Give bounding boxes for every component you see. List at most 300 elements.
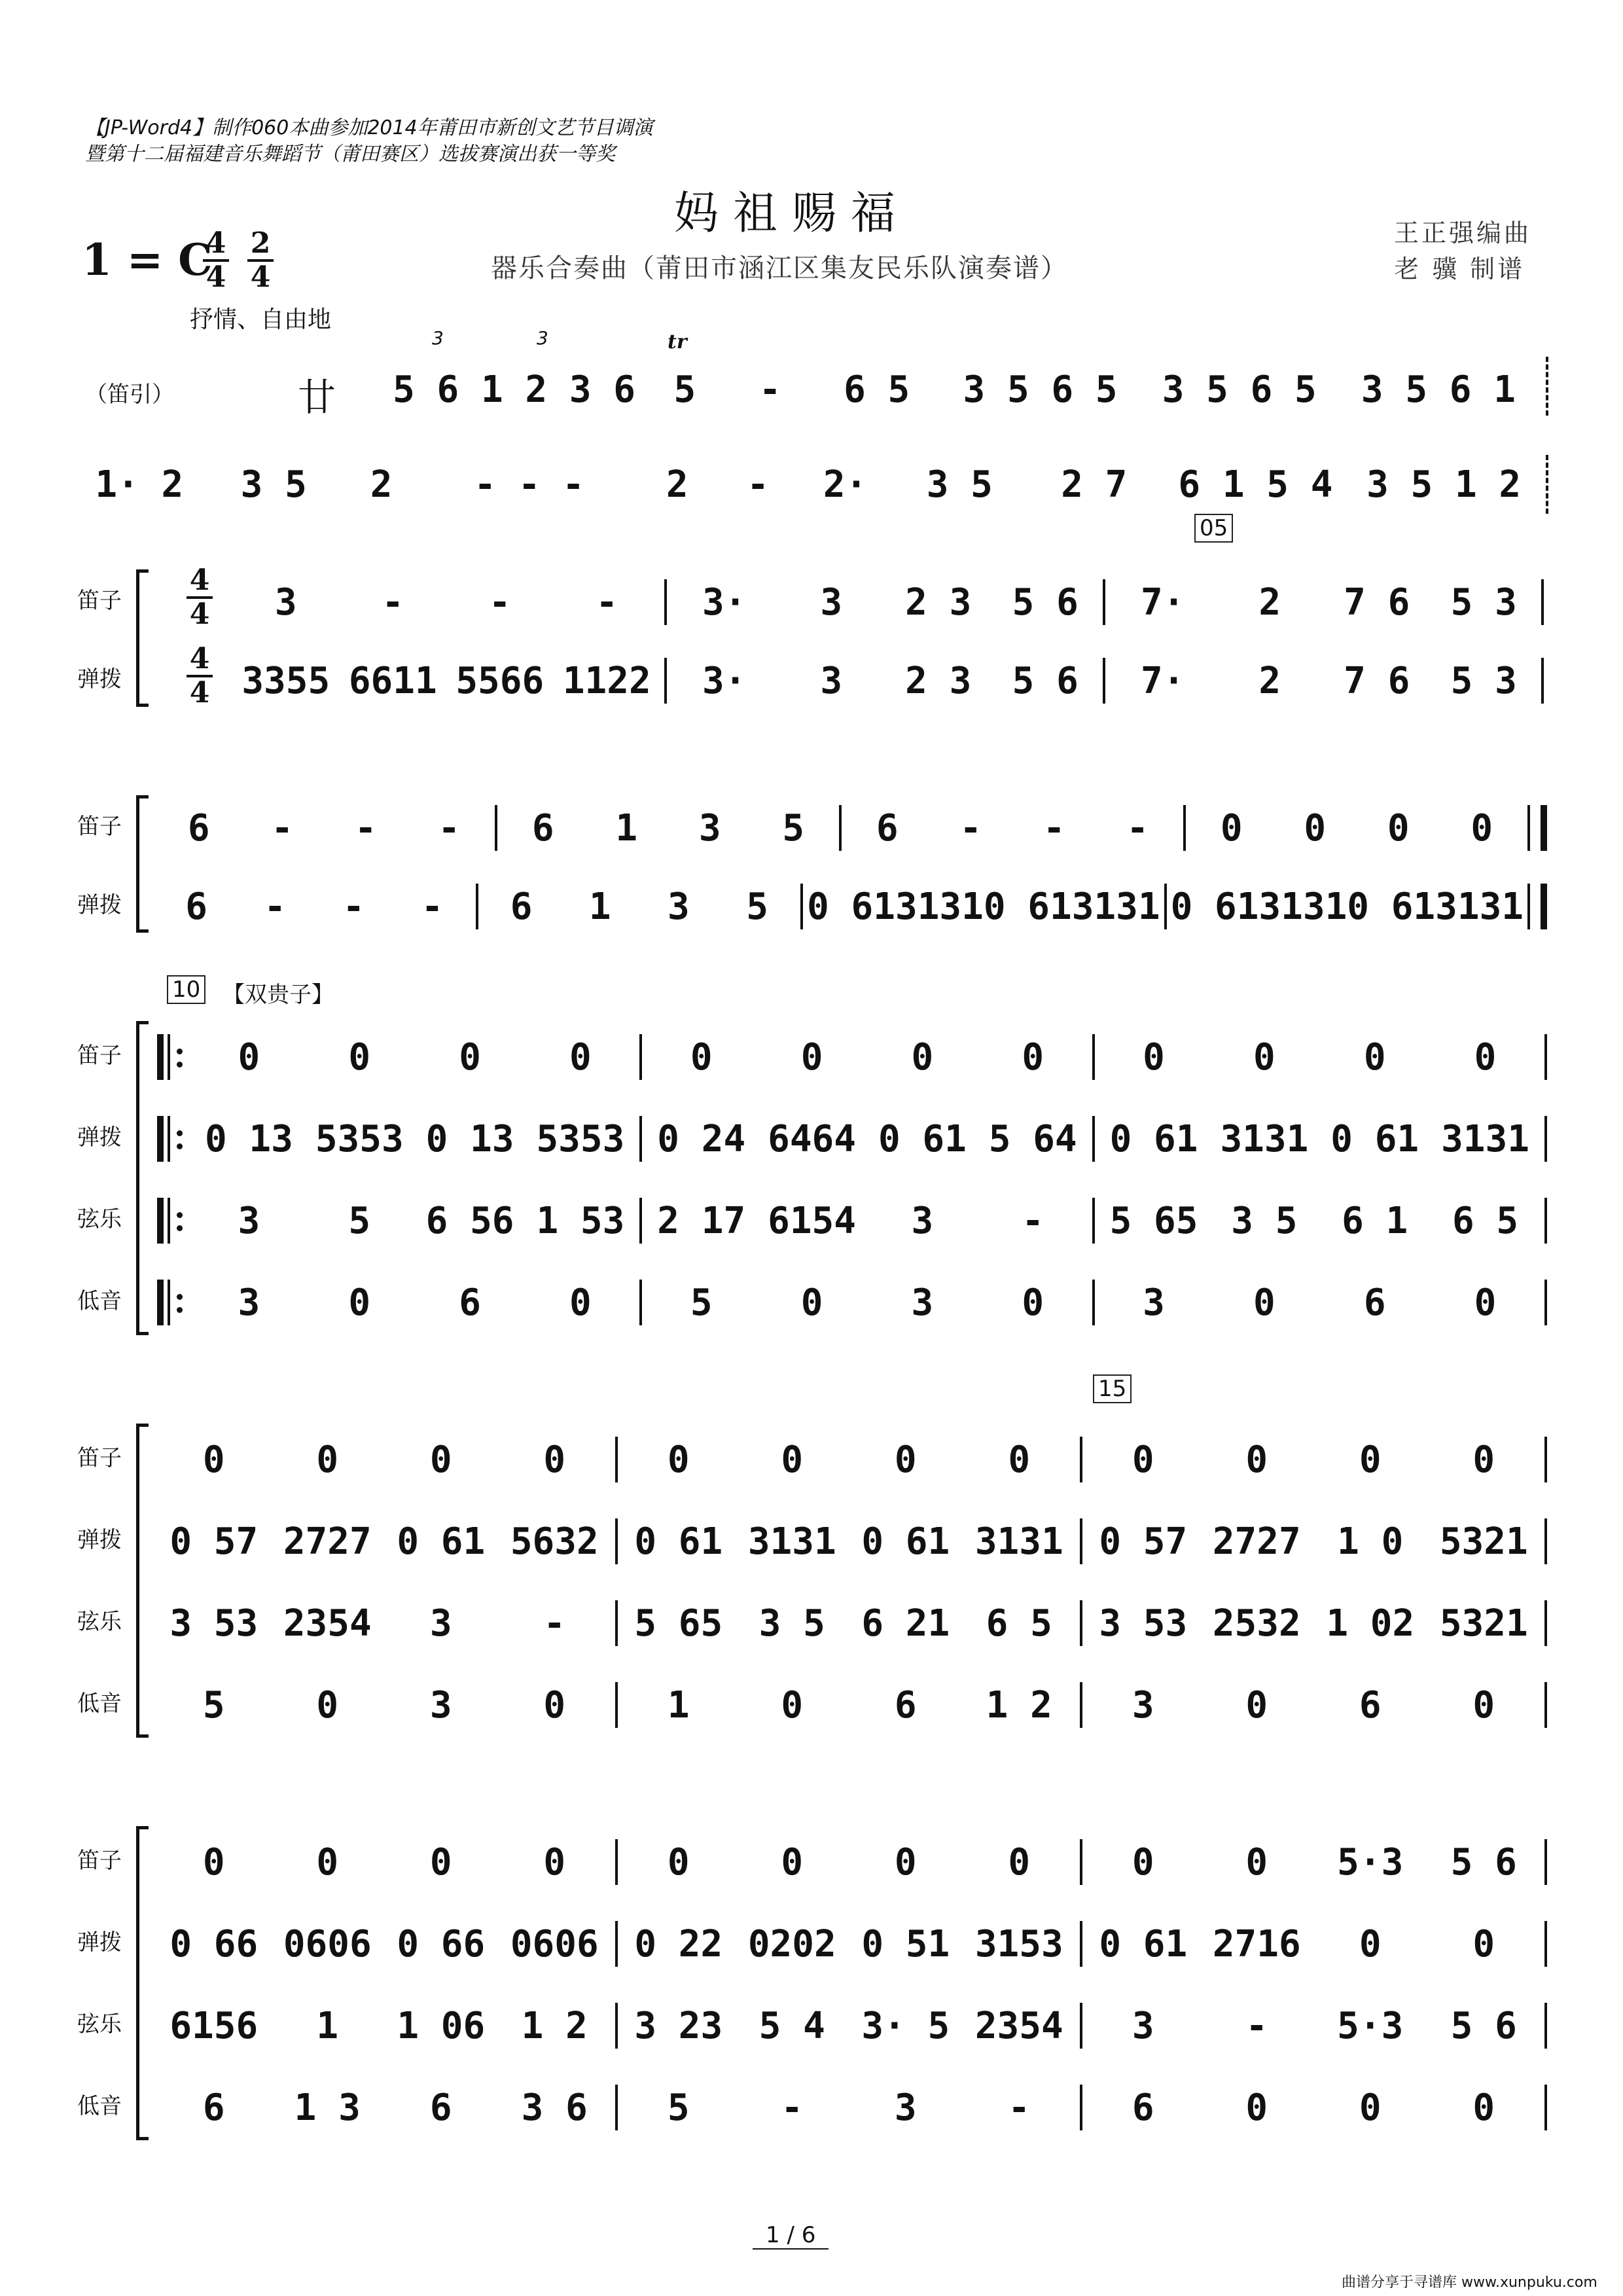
barline [839,805,842,851]
page-title: 妈祖赐福 [674,188,910,240]
barline [1103,579,1105,625]
staff-tanbo [157,1113,1551,1165]
note-group: 3 5 6 5 [963,368,1118,411]
note: 3 6 [521,2086,588,2129]
note: 0 [1245,1438,1268,1481]
barline [1080,1839,1082,1885]
note-group: - [747,463,769,506]
note: 0 [1472,1438,1495,1481]
system-bracket [136,1826,149,2140]
note: 5 [782,806,805,850]
note: 6 [187,806,210,850]
repeat-sign [157,1280,187,1325]
barline [1183,805,1186,851]
staff-dizi [157,1433,1551,1486]
note: 0 [543,1438,566,1481]
note: 6 [185,885,207,928]
note: 0 [690,1035,713,1079]
intro-line-2 [72,458,1538,511]
barline [1544,1034,1547,1080]
barline [1092,1034,1095,1080]
note: 0 [429,1840,452,1884]
note: 0 [1245,1840,1268,1884]
note: 0 22 [634,1922,723,1965]
note: - [438,806,461,850]
barline [1544,2003,1547,2049]
note: 7· [1141,581,1185,624]
note: - [264,885,287,928]
note: 5 4 [758,2004,825,2047]
measure-number: 05 [1194,514,1233,543]
note-group: 5 6 1 2 3 6 [393,368,635,411]
barline [615,1839,618,1885]
note: 2716 [1212,1922,1301,1965]
note: - [271,806,294,850]
note: 0 [667,1438,690,1481]
note: 3355 [241,659,330,702]
note-group: 5 [673,368,696,411]
note: - [1245,2004,1268,2047]
note: 6156 [169,2004,259,2047]
note: 5 [667,2086,690,2129]
instrument-label: 笛子 [77,1445,122,1471]
note: 3131 [747,1520,836,1563]
note: 0 61 [878,1117,967,1160]
barline [1544,1921,1547,1967]
note: 0 [781,1840,804,1884]
note: 0202 [747,1922,836,1965]
barline [495,805,497,851]
page-number: 1 / 6 [753,2222,829,2250]
note: - [1008,2086,1031,2129]
note-group: 6 1 5 4 [1178,463,1333,506]
note: - [421,885,444,928]
barline [1544,1839,1547,1885]
note: 3· [702,659,747,702]
note: 3131 [1220,1117,1309,1160]
note: 5 6 [1012,581,1079,624]
barline [1544,1518,1547,1564]
note: 5 6 [1012,659,1079,702]
instrument-label: 弦乐 [77,1609,122,1635]
note: 0 57 [169,1520,259,1563]
note: 7 6 [1344,581,1410,624]
note-group: 2· [823,463,868,506]
barline [1092,1280,1095,1325]
note: 5 3 [1450,581,1517,624]
transcriber: 老 骥 制谱 [1394,255,1525,283]
note: 5321 [1439,1602,1528,1645]
note: 7· [1141,659,1185,702]
instrument-label: 弹拨 [77,1124,122,1151]
barline [1164,884,1167,929]
system-bracket [136,795,149,933]
note: 0 [316,1683,339,1727]
note: - [354,806,377,850]
dashed-barline [1546,357,1548,416]
barline [1544,1280,1547,1325]
instrument-label: 弹拨 [77,1527,122,1553]
barline [639,1034,642,1080]
barline [1103,658,1105,704]
note: 2727 [1212,1520,1301,1563]
note: 0 [1359,1922,1382,1965]
note: - [382,581,404,624]
barline [615,1682,618,1728]
note: 6 [1132,2086,1154,2129]
barline [1080,1600,1082,1646]
note: 0 [1132,1840,1154,1884]
barline [1080,2003,1082,2049]
note: - [781,2086,804,2129]
note: - [342,885,365,928]
note: 5 [746,885,768,928]
note: 0 [316,1840,339,1884]
repeat-sign [157,1116,187,1162]
barline [664,579,667,625]
system-bracket [136,1021,149,1335]
instrument-label: 低音 [77,2093,122,2119]
instrument-label: 笛子 [77,814,122,840]
barline [1544,1198,1547,1244]
note: 0 [1472,1683,1495,1727]
note-group: - - - [474,463,584,506]
final-barline [1527,884,1547,929]
note: 3131 [1071,885,1160,928]
note: 0 [894,1438,917,1481]
note: 6 5 [986,1602,1052,1645]
note-group: 2 [666,463,688,506]
barline [1092,1198,1095,1244]
note: 0 [543,1683,566,1727]
note: 6 [531,806,554,850]
note: 7 6 [1344,659,1410,702]
time-sig-den: 4 [189,598,210,631]
note: 3153 [974,1922,1063,1965]
instrument-label: 低音 [77,1691,122,1717]
note: 0 61 [634,1520,723,1563]
section-title: 【双贵子】 [223,982,334,1008]
note: 3131 [895,885,984,928]
note: 6 56 [425,1199,514,1242]
note: 1 0 [1337,1520,1404,1563]
trill-mark: tr [668,331,687,353]
barline [615,2085,618,2130]
note-group: 3 5 [240,463,307,506]
barline [1544,1437,1547,1482]
note: - [959,806,982,850]
time-sig-1-num: 4 [205,226,226,260]
note: 5353 [536,1117,625,1160]
note: 3131 [1441,1117,1529,1160]
note-group: 1· 2 [95,463,184,506]
note: 3 [1143,1281,1165,1324]
note: 0 [800,1035,823,1079]
note: 6 [459,1281,481,1324]
barline [615,1921,618,1967]
note: 3 [238,1199,260,1242]
staff-diyin [157,2081,1551,2134]
barline [1080,2085,1082,2130]
staff-dizi [157,1031,1551,1083]
note: 5321 [1439,1520,1528,1563]
note: 3 [911,1199,934,1242]
note: 0 66 [397,1922,486,1965]
note: 2532 [1212,1602,1301,1645]
note: - [1022,1199,1044,1242]
note: 0 [1472,1922,1495,1965]
instrument-label: 笛子 [77,1848,122,1874]
note: 2354 [283,1602,372,1645]
note: 0 [667,1840,690,1884]
note: 0 [1022,1281,1044,1324]
note: 0 [459,1035,481,1079]
note: 0 61 [1347,885,1436,928]
note: 0606 [510,1922,599,1965]
note: 3 23 [634,2004,723,2047]
note: 0 [202,1438,225,1481]
note: 3131 [1435,885,1524,928]
triplet-mark: 3 [537,327,548,349]
watermark: 曲谱分享于寻谱库 www.xunpuku.com [1342,2274,1597,2291]
note: 5 64 [988,1117,1077,1160]
instrument-label: 弹拨 [77,892,122,918]
instrument-label: 弦乐 [77,1206,122,1232]
note: 3131 [1258,885,1347,928]
note: 0 [569,1035,592,1079]
staff-tanbo [157,1918,1551,1970]
note: 0 [348,1035,371,1079]
tempo-marking: 抒情、自由地 [190,306,332,333]
barline [1544,1600,1547,1646]
note: 6154 [768,1199,856,1242]
note: 6 [510,885,533,928]
note: 0 [1132,1438,1154,1481]
note: 2 3 [905,581,972,624]
note: 5 [348,1199,371,1242]
repeat-sign [157,1198,187,1244]
note: 0 61 [1330,1117,1419,1160]
note: 0 [781,1683,804,1727]
note: 5353 [315,1117,404,1160]
note: 0 [1387,806,1410,850]
note: 0 [1008,1840,1031,1884]
note: 1 02 [1326,1602,1415,1645]
note: 0 [1245,1683,1268,1727]
note: 3 [429,1683,452,1727]
note: 5 65 [1109,1199,1198,1242]
note: 0 [911,1035,934,1079]
time-signature-1 [203,226,229,294]
staff-xianyue [157,1597,1551,1649]
instrument-label: 低音 [77,1288,122,1314]
note: 6 21 [861,1602,950,1645]
note: 3 [894,2086,917,2129]
barline [1080,1921,1082,1967]
header-note-line1: 【JP-Word4】制作060本曲参加2014年莆田市新创文艺节目调演 [85,117,653,139]
note: 3 [1132,2004,1154,2047]
note-group: 6 5 [844,368,910,411]
note: 0 [800,1281,823,1324]
note: - [543,1602,566,1645]
note: 6 [876,806,899,850]
triplet-mark: 3 [432,327,444,349]
note: 0 [1471,806,1493,850]
staff-tanbo [157,1515,1551,1568]
note-group: 3 5 1 2 [1366,463,1522,506]
note: - [596,581,618,624]
note: 0 [316,1438,339,1481]
note: 6 [429,2086,452,2129]
note: 3131 [974,1520,1063,1563]
staff-tanbo [232,655,1548,707]
note: 3 [820,581,843,624]
note: 2 3 [905,659,972,702]
note: 0 61 [861,1520,950,1563]
composer: 王正强编曲 [1394,219,1532,247]
note: 0 61 [397,1520,486,1563]
note-group: 2 [370,463,393,506]
barline [1541,658,1544,704]
note: 1 53 [536,1199,625,1242]
staff-dizi [157,802,1551,854]
time-signature [187,642,213,709]
note: 0 [202,1840,225,1884]
note: 0 [1472,2086,1495,2129]
staff-diyin [157,1276,1551,1329]
barline [476,884,478,929]
note: 0 [894,1840,917,1884]
note: 1 [667,1683,690,1727]
note: 0 [1474,1281,1497,1324]
note: 6 [202,2086,225,2129]
note: 1 3 [294,2086,361,2129]
staff-dizi [232,576,1548,628]
note: 0 61 [1170,885,1259,928]
intro-label: （笛引） [85,382,174,408]
repeat-sign [157,1034,187,1080]
note: 2 17 [657,1199,746,1242]
note: 0 [1253,1035,1275,1079]
time-sig-num: 4 [189,564,210,597]
note: 0 61 [1109,1117,1198,1160]
note: 3 [238,1281,260,1324]
note: 0 13 [425,1117,514,1160]
note: 0 51 [861,1922,950,1965]
note: 0 [1220,806,1243,850]
note-group: 3 5 6 1 [1361,368,1516,411]
staff-xianyue [157,1194,1551,1247]
note: 0 61 [1099,1922,1188,1965]
time-sig-2-den: 4 [250,260,271,294]
note: 0 [1143,1035,1165,1079]
note: - [488,581,511,624]
note: 0 [1304,806,1327,850]
final-barline [1527,805,1547,851]
time-sig-den: 4 [189,676,210,709]
note: 0 57 [1099,1520,1188,1563]
note: 0 [569,1281,592,1324]
time-signature [187,566,213,629]
note: 1122 [562,659,651,702]
barline [1544,1116,1547,1162]
instrument-label: 弹拨 [77,666,122,692]
note: 0 [238,1035,260,1079]
note: 0 [1008,1438,1031,1481]
note: 5 6 [1450,2004,1517,2047]
note: 0 [1359,2086,1382,2129]
note: 6 [1359,1683,1382,1727]
note: 1 06 [397,2004,486,2047]
barline [1080,1518,1082,1564]
note: 5566 [455,659,544,702]
note: 5 [202,1683,225,1727]
instrument-label: 笛子 [77,1043,122,1069]
barline [1544,2085,1547,2130]
note-group: 2 7 [1061,463,1128,506]
note: 6 1 [1342,1199,1408,1242]
staff-diyin [157,1679,1551,1731]
note: 0 [1245,2086,1268,2129]
note: 0 [429,1438,452,1481]
note: 3 53 [1099,1602,1188,1645]
note: 0 [1359,1438,1382,1481]
staff-tanbo [157,880,1551,933]
note-group: 3 5 6 5 [1162,368,1317,411]
barline [1544,1682,1547,1728]
dashed-barline [1546,455,1548,514]
free-meter-mark: 廿 [298,375,336,420]
note: 5·3 [1337,2004,1404,2047]
intro-line-1 [386,363,1538,416]
note: 0 [1022,1035,1044,1079]
note-group: - [758,368,781,411]
note: 6464 [768,1117,856,1160]
barline [615,1600,618,1646]
note: 6 5 [1452,1199,1519,1242]
note: 0 24 [657,1117,746,1160]
note: 5632 [510,1520,599,1563]
note: - [1043,806,1065,850]
staff-dizi [157,1836,1551,1888]
note: 0 13 [204,1117,293,1160]
note: 1 [615,806,638,850]
note: 2 [1258,659,1281,702]
note: 1 [316,2004,339,2047]
note: 3 [820,659,843,702]
barline [1541,579,1544,625]
note: 0 [1253,1281,1275,1324]
note: 5·3 [1337,1840,1404,1884]
note: 5 6 [1450,1840,1517,1884]
note: 1 2 [986,1683,1052,1727]
note: 0 [1363,1035,1386,1079]
note: 3 [1132,1683,1154,1727]
instrument-label: 弹拨 [77,1929,122,1956]
barline [1080,1437,1082,1482]
note: 3· [702,581,747,624]
time-signature-2 [247,226,274,294]
note-group: 3 5 [926,463,993,506]
note: 0606 [283,1922,372,1965]
note: 3 5 [1231,1199,1298,1242]
note: 6611 [348,659,437,702]
note: 0 [1474,1035,1497,1079]
note: 1 [588,885,611,928]
note: 3· 5 [861,2004,950,2047]
barline [615,2003,618,2049]
system-bracket [136,569,149,707]
